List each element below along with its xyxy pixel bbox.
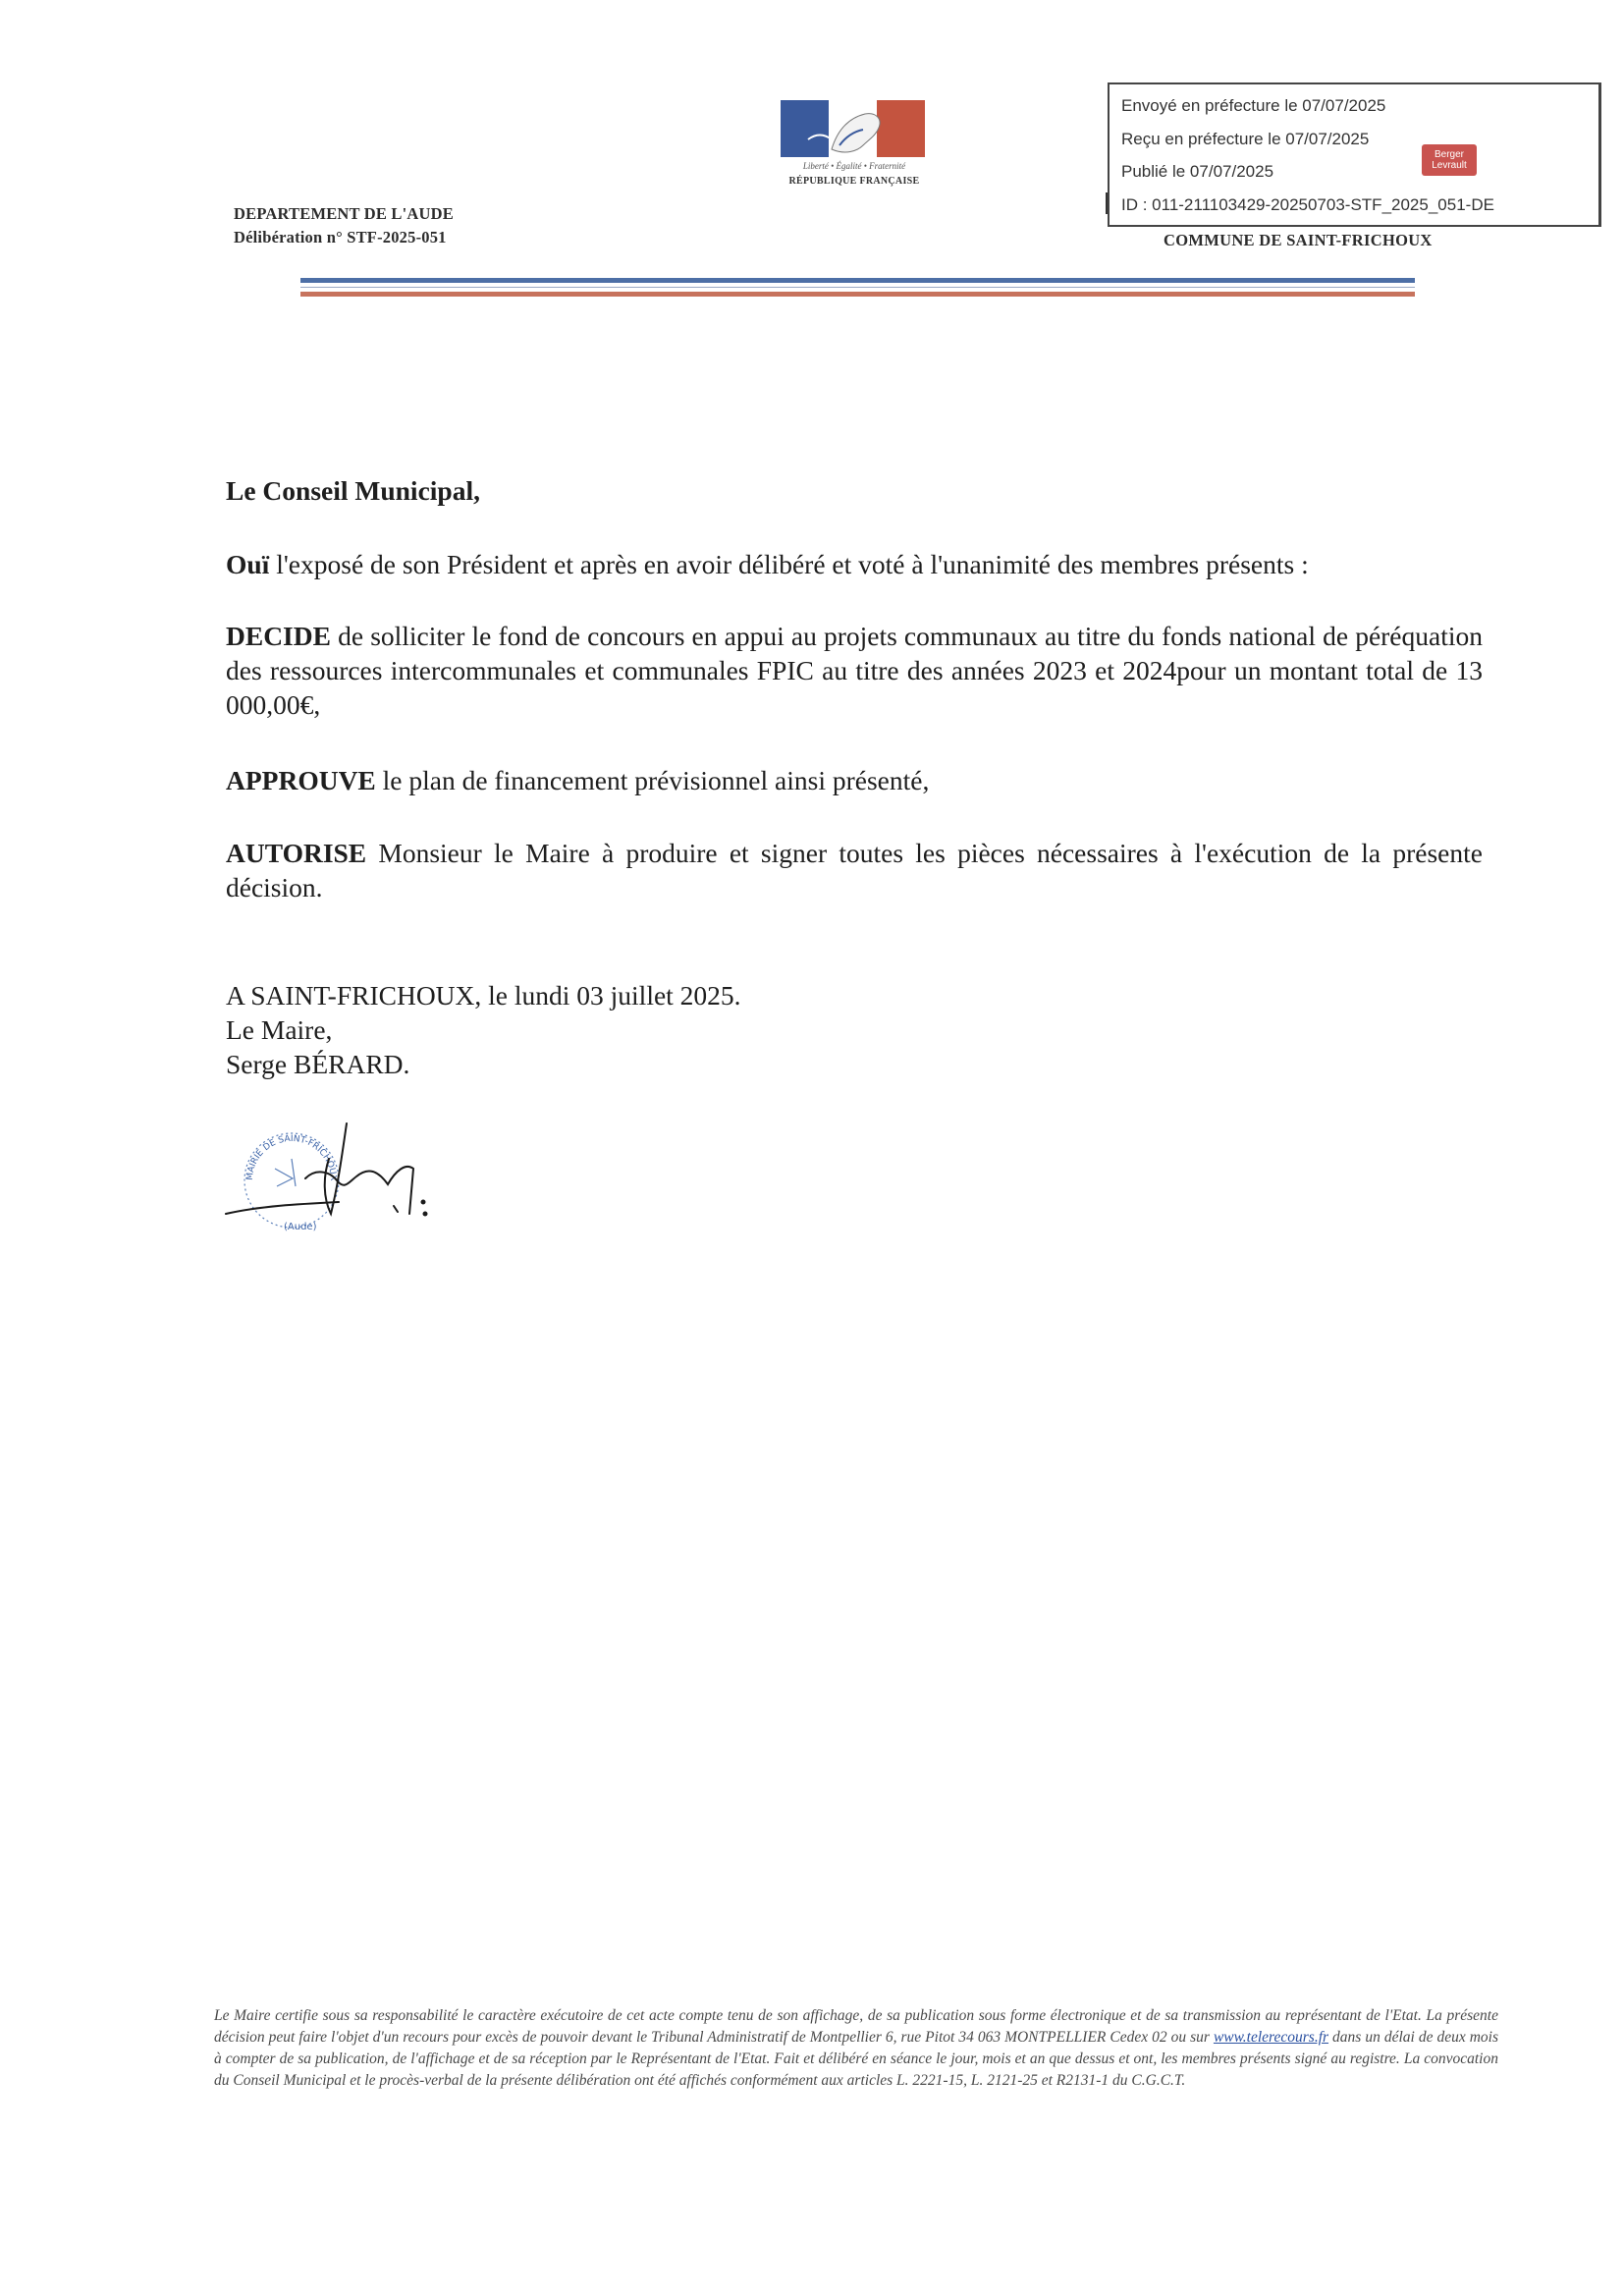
stamp-published: Publié le 07/07/2025 [1121, 162, 1274, 181]
stamp-received: Reçu en préfecture le 07/07/2025 [1121, 130, 1370, 148]
legal-notice-part1: Le Maire certifie sous sa responsabilité le caractère exécutoire de cet acte compte tenu de son affichage, de sa publication sous forme électronique et de sa transmission au représentant de l'Etat. La présente décision peut faire l'objet d'un recours pour excès de pouvoir devant le Tribunal Administratif de Montpellier 6, rue Pitot 34 063 MONTPELLIER Cedex 02 ou sur [214, 2007, 1498, 2046]
approuve-text: le plan de financement prévisionnel ainsi présenté, [375, 765, 930, 795]
place-date: A SAINT-FRICHOUX, le lundi 03 juillet 2025. [226, 980, 741, 1011]
legal-notice [214, 2005, 1498, 2092]
council-heading: Le Conseil Municipal, [226, 475, 480, 506]
header-rule-thin [300, 287, 1415, 288]
approuve-keyword: APPROUVE [226, 765, 376, 795]
mayor-name: Serge BÉRARD. [226, 1049, 410, 1079]
legal-notice-part2: dans un délai de deux mois à compter de sa publication, de l'affichage et de sa réception par le Représentant de l'Etat. Fait et délibéré en séance le jour, mois et an que dessus et ont, les membres présents signé au registre. La convocation du Conseil Municipal et le procès-verbal de la présente délibération ont été affichés conformément aux articles L. 2221-15, L. 2121-25 et R2131-1 du C.G.C.T. [214, 2029, 1498, 2089]
republic-motto: Liberté • Égalité • Fraternité [802, 161, 906, 171]
department-name: DEPARTEMENT DE L'AUDE [234, 204, 454, 223]
prefecture-stamp [1108, 82, 1601, 227]
svg-text:MAIRIE DE SAINT-FRICHOUX [245, 1134, 338, 1181]
approuve-paragraph [226, 763, 1483, 797]
marianne-flag-icon [781, 100, 925, 157]
oui-keyword: Ouï [226, 549, 270, 579]
stamp-id: ID : 011-211103429-20250703-STF_2025_051-DE [1121, 195, 1494, 214]
autorise-paragraph [226, 836, 1483, 904]
republique-francaise-logo [776, 100, 933, 193]
autorise-keyword: AUTORISE [226, 838, 367, 868]
badge-line-1: Berger [1434, 149, 1464, 160]
department-block [234, 202, 454, 249]
decide-paragraph [226, 619, 1483, 722]
badge-line-2: Levrault [1432, 160, 1467, 171]
header-rule-red [300, 292, 1415, 297]
deliberation-number: Délibération n° STF-2025-051 [234, 228, 447, 246]
seal-arc-text: MAIRIE DE SAINT-FRICHOUX [244, 1133, 339, 1181]
signature-block [226, 978, 1483, 1081]
decide-text: de solliciter le fond de concours en appui au projets communaux au titre du fonds national de péréquation des ressources intercommunales et communales FPIC au titre des années 2023 et 2024pour un montant total de 13 000,00€, [226, 621, 1483, 720]
autorise-text: Monsieur le Maire à produire et signer toutes les pièces nécessaires à l'exécution de la présente décision. [226, 838, 1483, 902]
header-rule-blue [300, 278, 1415, 283]
telerecours-link[interactable]: www.telerecours.fr [1213, 2029, 1329, 2046]
republic-name: RÉPUBLIQUE FRANÇAISE [788, 176, 920, 187]
seal-bottom-text: (Aude) [284, 1222, 317, 1232]
commune-name: COMMUNE DE SAINT-FRICHOUX [1164, 231, 1433, 249]
berger-levrault-logo [1422, 144, 1477, 176]
mayor-role: Le Maire, [226, 1014, 333, 1045]
oui-text: l'exposé de son Président et après en avoir délibéré et voté à l'unanimité des membres présents : [269, 549, 1309, 579]
stamp-tick [1106, 192, 1108, 214]
stamp-sent: Envoyé en préfecture le 07/07/2025 [1121, 96, 1386, 115]
oui-paragraph [226, 547, 1483, 581]
decide-keyword: DECIDE [226, 621, 331, 651]
mayor-seal-and-signature [221, 1120, 515, 1232]
